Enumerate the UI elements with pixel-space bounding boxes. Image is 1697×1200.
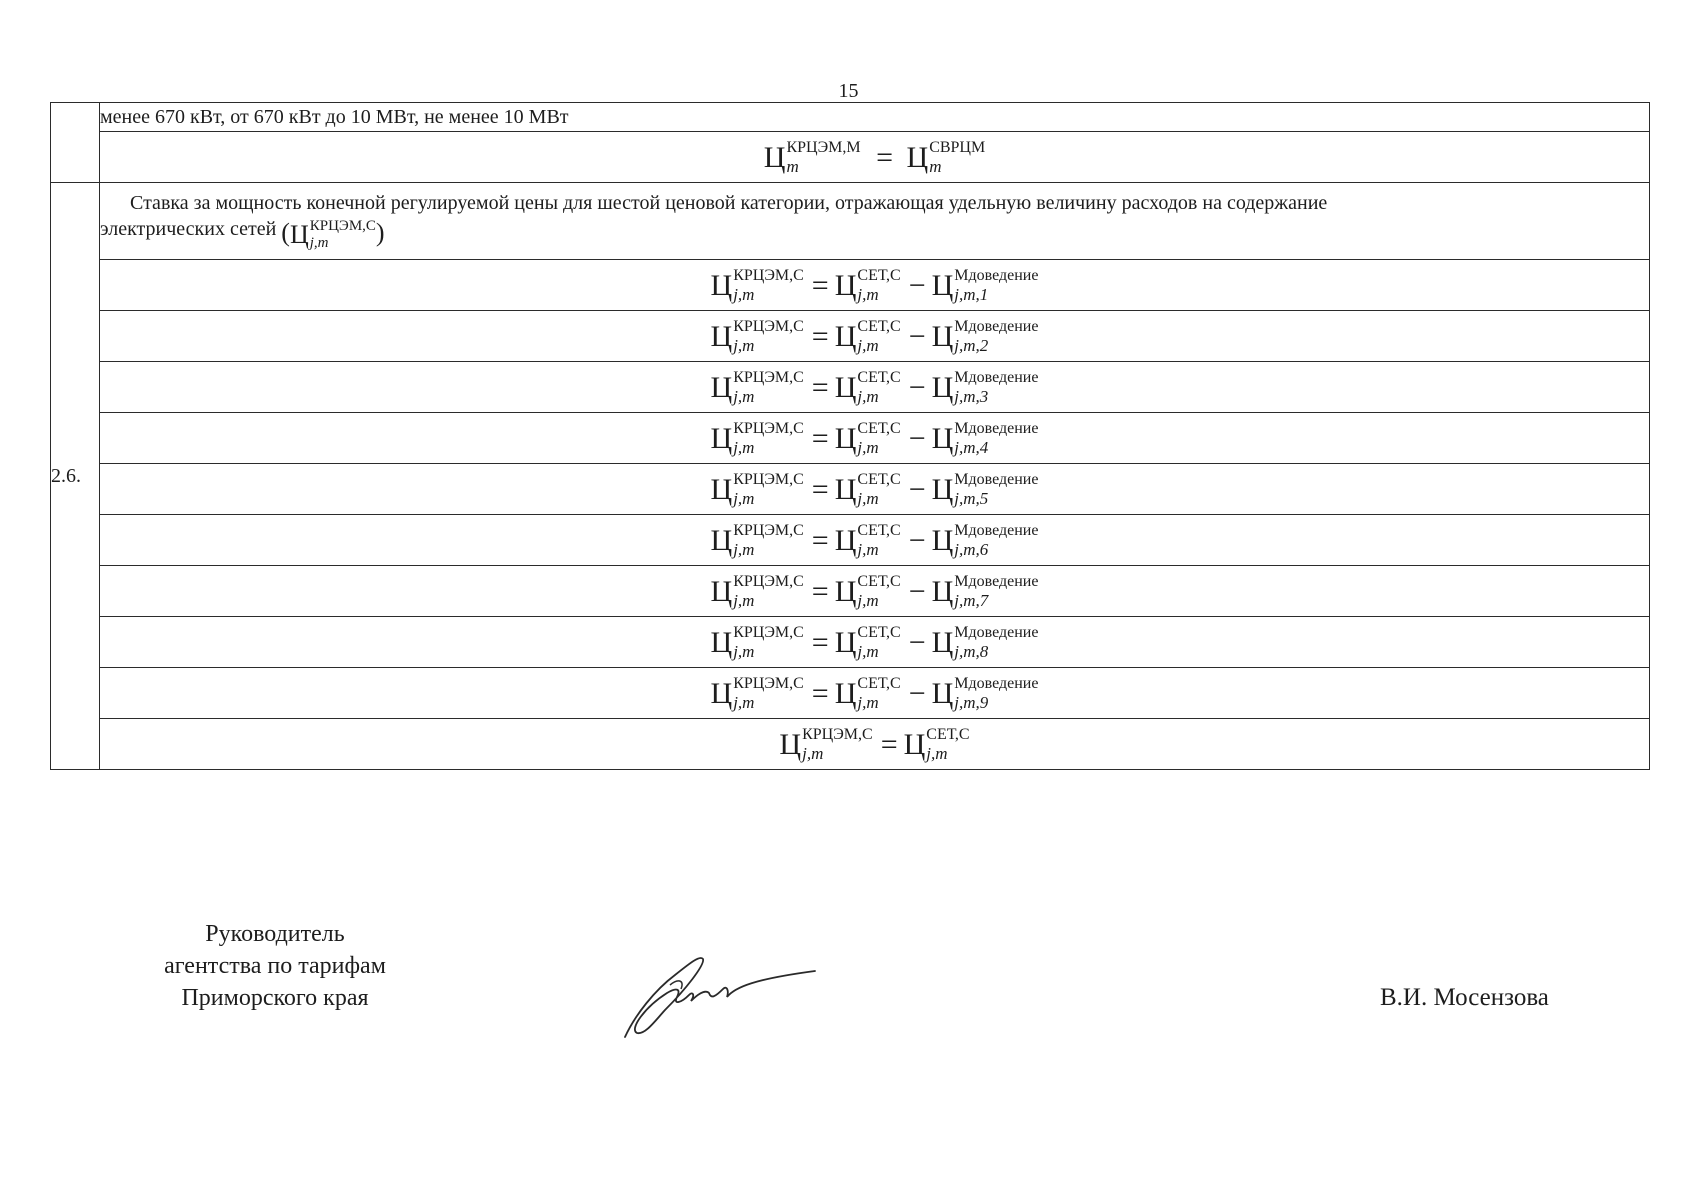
equals-sign: = [811, 370, 829, 404]
formula-3 [711, 369, 1039, 406]
superscript: Мдоведение [954, 624, 1039, 642]
formula-1 [711, 267, 1039, 304]
superscript-subscript [954, 421, 1038, 456]
price-symbol: Ц [906, 140, 929, 174]
formula-cell [100, 668, 1650, 719]
subscript: j,m [857, 489, 879, 509]
superscript: СЕТ,C [857, 471, 901, 489]
superscript-subscript [857, 268, 900, 303]
subscript: j,m [857, 336, 879, 356]
price-symbol: Ц [931, 319, 954, 353]
superscript: СЕТ,C [857, 318, 901, 336]
formula-row [51, 464, 1650, 515]
superscript: СЕТ,C [857, 675, 901, 693]
price-symbol: Ц [710, 319, 733, 353]
superscript-subscript [857, 625, 900, 660]
superscript-subscript [954, 676, 1038, 711]
superscript-subscript [926, 727, 969, 762]
subscript: j,m [857, 591, 879, 611]
superscript-subscript [954, 268, 1038, 303]
superscript: Мдоведение [954, 369, 1039, 387]
price-symbol: Ц [931, 268, 954, 302]
superscript: КРЦЭМ,М [786, 139, 861, 157]
signatory-name: В.И. Мосензова [1380, 984, 1549, 1011]
superscript-subscript [733, 370, 804, 405]
superscript: СЕТ,C [857, 573, 901, 591]
price-symbol: Ц [931, 574, 954, 608]
minus-sign: − [908, 421, 926, 455]
intro-formula-cell [100, 132, 1650, 183]
superscript: СЕТ,C [926, 726, 970, 744]
superscript: КРЦЭМ,C [733, 267, 804, 285]
superscript: КРЦЭМ,C [802, 726, 873, 744]
formula-row [51, 566, 1650, 617]
signatory-title [100, 918, 450, 1014]
formula-9 [711, 675, 1039, 712]
price-symbol: Ц [834, 676, 857, 710]
intro-formula [764, 139, 985, 176]
equals-sign: = [811, 268, 829, 302]
formula-cell [100, 617, 1650, 668]
price-symbol: Ц [931, 370, 954, 404]
superscript-subscript [954, 370, 1038, 405]
price-symbol: Ц [710, 523, 733, 557]
price-symbol: Ц [834, 268, 857, 302]
formula-row [51, 617, 1650, 668]
subscript: j,m,2 [954, 336, 989, 356]
signatory-title-line-1: Руководитель [205, 921, 345, 947]
superscript-subscript [857, 523, 900, 558]
superscript-subscript [733, 319, 804, 354]
signatory-title-line-2: агентства по тарифам [164, 953, 386, 979]
formula-4 [711, 420, 1039, 457]
subscript: j,m [733, 693, 755, 713]
minus-sign: − [908, 319, 926, 353]
price-symbol: Ц [710, 268, 733, 302]
subscript: j,m [857, 285, 879, 305]
price-symbol: Ц [834, 319, 857, 353]
equals-sign: = [811, 574, 829, 608]
subscript: j,m [733, 489, 755, 509]
superscript-subscript [310, 219, 376, 251]
price-symbol: Ц [710, 574, 733, 608]
superscript-subscript [733, 268, 804, 303]
superscript-subscript [857, 676, 900, 711]
formula-cell [100, 464, 1650, 515]
superscript: КРЦЭМ,C [733, 318, 804, 336]
intro-text: менее 670 кВт, от 670 кВт до 10 МВт, не менее 10 МВт [100, 103, 1650, 132]
minus-sign: − [908, 676, 926, 710]
formula-cell [100, 260, 1650, 311]
formula-table [50, 102, 1650, 770]
subscript: m [929, 157, 942, 177]
intro-formula-row [51, 132, 1650, 183]
superscript-subscript [857, 370, 900, 405]
superscript: СЕТ,C [857, 624, 901, 642]
subscript: j,m [733, 285, 755, 305]
formula-cell [100, 515, 1650, 566]
superscript: СЕТ,C [857, 522, 901, 540]
price-symbol: Ц [763, 140, 786, 174]
superscript-subscript [857, 574, 900, 609]
superscript-subscript [733, 676, 804, 711]
row-number-cell-empty [51, 103, 100, 183]
section-description-cell [100, 183, 1650, 260]
superscript-subscript [954, 523, 1038, 558]
page-number: 15 [838, 80, 859, 102]
superscript-subscript [733, 625, 804, 660]
price-symbol: Ц [931, 523, 954, 557]
final-formula [779, 726, 969, 763]
superscript: СЕТ,C [857, 369, 901, 387]
section-symbol-formula [281, 219, 384, 251]
subscript: j,m [309, 235, 329, 252]
minus-sign: − [908, 574, 926, 608]
price-symbol: Ц [779, 727, 802, 761]
formula-row [51, 668, 1650, 719]
section-description-row [51, 183, 1650, 260]
superscript: КРЦЭМ,C [733, 675, 804, 693]
subscript: j,m,8 [954, 642, 989, 662]
price-symbol: Ц [931, 472, 954, 506]
price-symbol: Ц [931, 421, 954, 455]
subscript: j,m [857, 540, 879, 560]
subscript: j,m [733, 642, 755, 662]
price-symbol: Ц [834, 523, 857, 557]
superscript-subscript [954, 574, 1038, 609]
open-paren: ( [281, 217, 290, 247]
superscript: КРЦЭМ,C [309, 218, 376, 235]
price-symbol: Ц [710, 370, 733, 404]
superscript-subscript [954, 625, 1038, 660]
formula-cell [100, 566, 1650, 617]
price-symbol: Ц [834, 625, 857, 659]
equals-sign: = [880, 727, 898, 761]
formula-row [51, 515, 1650, 566]
superscript-subscript [733, 421, 804, 456]
superscript: Мдоведение [954, 675, 1039, 693]
subscript: j,m [857, 693, 879, 713]
section-description-tail: электрических сетей [100, 217, 277, 240]
formula-cell [100, 413, 1650, 464]
superscript-subscript [786, 140, 860, 175]
price-symbol: Ц [710, 421, 733, 455]
formula-cell [100, 362, 1650, 413]
superscript: КРЦЭМ,C [733, 573, 804, 591]
formula-2 [711, 318, 1039, 355]
equals-sign: = [811, 523, 829, 557]
formula-row [51, 413, 1650, 464]
handwritten-signature [615, 945, 825, 1045]
subscript: j,m,7 [954, 591, 989, 611]
superscript: Мдоведение [954, 471, 1039, 489]
superscript: СЕТ,C [857, 420, 901, 438]
superscript-subscript [733, 523, 804, 558]
minus-sign: − [908, 268, 926, 302]
superscript-subscript [802, 727, 873, 762]
superscript: СВРЦМ [929, 139, 986, 157]
equals-sign: = [811, 319, 829, 353]
superscript-subscript [857, 421, 900, 456]
price-symbol: Ц [710, 676, 733, 710]
equals-sign: = [811, 421, 829, 455]
formula-8 [711, 624, 1039, 661]
superscript-subscript [857, 472, 900, 507]
formula-6 [711, 522, 1039, 559]
formula-row [51, 362, 1650, 413]
close-paren: ) [375, 217, 385, 247]
subscript: j,m,6 [954, 540, 989, 560]
minus-sign: − [908, 625, 926, 659]
subscript: j,m [733, 540, 755, 560]
subscript: j,m,5 [954, 489, 989, 509]
formula-5 [711, 471, 1039, 508]
superscript-subscript [733, 574, 804, 609]
intro-text-row [51, 103, 1650, 132]
superscript-subscript [954, 319, 1038, 354]
subscript: j,m [857, 642, 879, 662]
price-symbol: Ц [931, 676, 954, 710]
superscript: КРЦЭМ,C [733, 471, 804, 489]
subscript: j,m [733, 387, 755, 407]
superscript: КРЦЭМ,C [733, 369, 804, 387]
equals-sign: = [811, 676, 829, 710]
subscript: j,m [857, 387, 879, 407]
formula-row [51, 260, 1650, 311]
subscript: m [786, 157, 799, 177]
superscript: Мдоведение [954, 573, 1039, 591]
minus-sign: − [908, 523, 926, 557]
superscript: КРЦЭМ,C [733, 420, 804, 438]
minus-sign: − [908, 370, 926, 404]
price-symbol: Ц [710, 472, 733, 506]
subscript: j,m,3 [954, 387, 989, 407]
price-symbol: Ц [289, 220, 309, 250]
price-symbol: Ц [834, 370, 857, 404]
superscript-subscript [733, 472, 804, 507]
superscript: Мдоведение [954, 522, 1039, 540]
price-symbol: Ц [834, 472, 857, 506]
minus-sign: − [908, 472, 926, 506]
superscript-subscript [857, 319, 900, 354]
superscript: Мдоведение [954, 420, 1039, 438]
subscript: j,m [733, 438, 755, 458]
subscript: j,m [926, 744, 948, 764]
price-symbol: Ц [710, 625, 733, 659]
subscript: j,m [802, 744, 824, 764]
superscript: КРЦЭМ,C [733, 624, 804, 642]
final-formula-cell [100, 719, 1650, 770]
subscript: j,m,1 [954, 285, 989, 305]
subscript: j,m,4 [954, 438, 989, 458]
equals-sign: = [811, 625, 829, 659]
price-symbol: Ц [903, 727, 926, 761]
superscript: Мдоведение [954, 318, 1039, 336]
equals-sign: = [811, 472, 829, 506]
superscript-subscript [929, 140, 985, 175]
superscript: СЕТ,C [857, 267, 901, 285]
formula-cell [100, 311, 1650, 362]
price-symbol: Ц [834, 421, 857, 455]
equals-sign: = [876, 140, 894, 174]
subscript: j,m,9 [954, 693, 989, 713]
subscript: j,m [857, 438, 879, 458]
section-description: Ставка за мощность конечной регулируемой цены для шестой ценовой категории, отражающая удельную величину расходов на содержание [130, 191, 1328, 214]
superscript: Мдоведение [954, 267, 1039, 285]
final-formula-row [51, 719, 1650, 770]
price-symbol: Ц [834, 574, 857, 608]
formula-7 [711, 573, 1039, 610]
section-number: 2.6. [51, 183, 100, 770]
section-description-tail-line [100, 217, 1649, 251]
formula-row [51, 311, 1650, 362]
signatory-title-line-3: Приморского края [181, 985, 369, 1011]
subscript: j,m [733, 336, 755, 356]
superscript: КРЦЭМ,C [733, 522, 804, 540]
price-symbol: Ц [931, 625, 954, 659]
subscript: j,m [733, 591, 755, 611]
superscript-subscript [954, 472, 1038, 507]
